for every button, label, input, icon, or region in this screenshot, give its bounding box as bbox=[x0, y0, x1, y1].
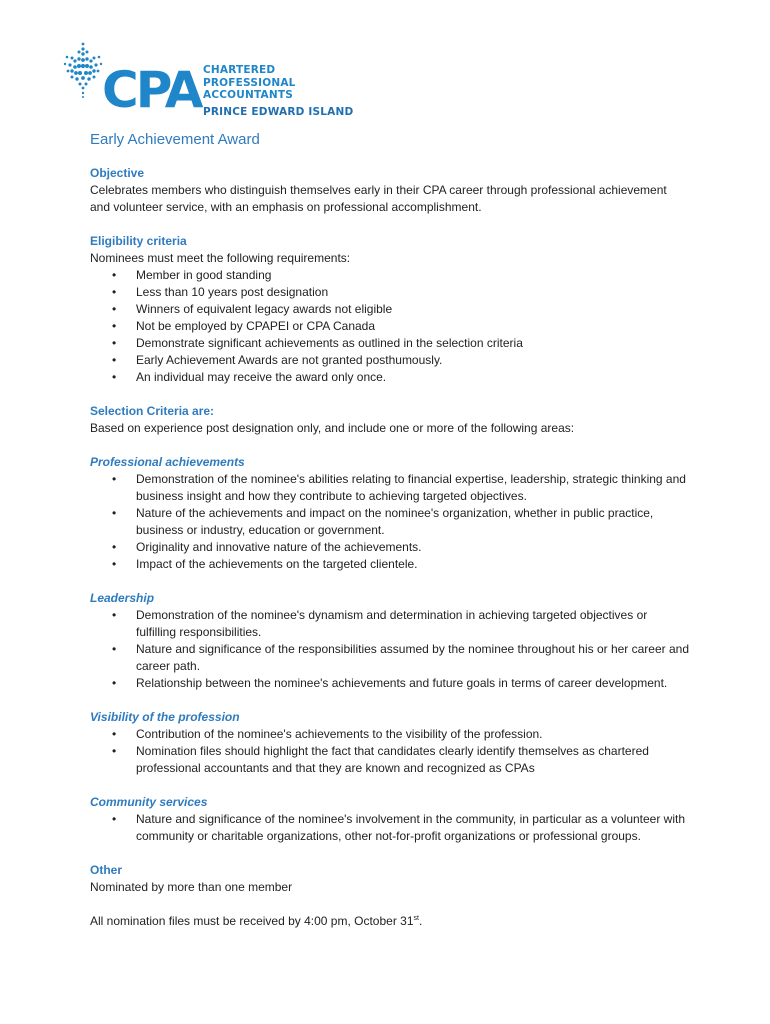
list-item-text: Originality and innovative nature of the achievements. bbox=[136, 540, 422, 554]
logo-word: ACCOUNTANTS bbox=[203, 89, 293, 101]
list-item bbox=[90, 743, 690, 777]
page-title: Early Achievement Award bbox=[90, 131, 260, 148]
list-item-text: Nature and significance of the responsibilities assumed by the nominee throughout his or her career and career path. bbox=[136, 642, 689, 673]
list-item bbox=[90, 471, 690, 505]
deadline-suffix: st bbox=[413, 915, 419, 922]
selection-heading: Selection Criteria are: bbox=[90, 404, 215, 418]
list-item bbox=[90, 335, 690, 352]
list-item bbox=[90, 369, 690, 386]
eligibility-list bbox=[90, 267, 690, 386]
logo-wordmark bbox=[203, 64, 353, 118]
list-item bbox=[90, 539, 690, 556]
logo-word: CHARTERED bbox=[203, 64, 276, 76]
list-item bbox=[90, 284, 690, 301]
bullet-icon: • bbox=[112, 812, 117, 826]
professional-list bbox=[90, 471, 690, 573]
bullet-icon: • bbox=[112, 506, 117, 520]
list-item-text: Not be employed by CPAPEI or CPA Canada bbox=[136, 319, 376, 333]
list-item-text: Impact of the achievements on the targeted clientele. bbox=[136, 557, 418, 571]
community-list bbox=[90, 811, 690, 845]
document-body bbox=[90, 130, 690, 930]
list-item bbox=[90, 556, 690, 573]
deadline-text bbox=[90, 913, 690, 930]
list-item-text: Early Achievement Awards are not granted posthumously. bbox=[136, 353, 443, 367]
list-item-text: Nature and significance of the nominee's involvement in the community, in particular as a volunteer with community or charitable organizations, other not-for-profit organizations or professional groups. bbox=[136, 812, 686, 843]
cpa-pei-logo bbox=[62, 40, 352, 120]
list-item bbox=[90, 607, 690, 641]
list-item bbox=[90, 352, 690, 369]
bullet-icon: • bbox=[112, 608, 117, 622]
list-item bbox=[90, 505, 690, 539]
logo-word: PROFESSIONAL bbox=[203, 76, 296, 89]
leadership-list bbox=[90, 607, 690, 692]
maple-leaf-dots-icon bbox=[62, 40, 104, 102]
list-item bbox=[90, 267, 690, 284]
list-item-text: Contribution of the nominee's achievements to the visibility of the profession. bbox=[136, 727, 543, 741]
bullet-icon: • bbox=[112, 302, 117, 316]
objective-heading: Objective bbox=[90, 166, 145, 180]
bullet-icon: • bbox=[112, 540, 117, 554]
bullet-icon: • bbox=[112, 642, 117, 656]
bullet-icon: • bbox=[112, 319, 117, 333]
list-item-text: Nature of the achievements and impact on the nominee's organization, whether in public practice, business or industry, education or government. bbox=[136, 506, 654, 537]
bullet-icon: • bbox=[112, 727, 117, 741]
visibility-list bbox=[90, 726, 690, 777]
list-item bbox=[90, 675, 690, 692]
other-heading: Other bbox=[90, 863, 123, 877]
leadership-heading: Leadership bbox=[90, 591, 155, 605]
bullet-icon: • bbox=[112, 557, 117, 571]
visibility-heading: Visibility of the profession bbox=[90, 710, 240, 724]
list-item bbox=[90, 811, 690, 845]
list-item bbox=[90, 318, 690, 335]
professional-heading: Professional achievements bbox=[90, 455, 245, 469]
deadline-end: . bbox=[418, 914, 423, 928]
list-item-text: Winners of equivalent legacy awards not eligible bbox=[136, 302, 393, 316]
bullet-icon: • bbox=[112, 285, 117, 299]
bullet-icon: • bbox=[112, 268, 117, 282]
list-item bbox=[90, 641, 690, 675]
list-item-text: An individual may receive the award only once. bbox=[136, 370, 387, 384]
bullet-icon: • bbox=[112, 472, 117, 486]
logo-cpa-text: CPA bbox=[102, 61, 201, 119]
other-text: Nominated by more than one member bbox=[90, 880, 293, 894]
logo-region: PRINCE EDWARD ISLAND bbox=[203, 105, 354, 118]
list-item-text: Demonstrate significant achievements as outlined in the selection criteria bbox=[136, 336, 523, 350]
selection-intro: Based on experience post designation only, and include one or more of the following areas: bbox=[90, 421, 575, 435]
bullet-icon: • bbox=[112, 370, 117, 384]
community-heading: Community services bbox=[90, 795, 208, 809]
list-item-text: Nomination files should highlight the fact that candidates clearly identify themselves as chartered professional accountants and that they are known and recognized as CPAs bbox=[136, 744, 649, 775]
bullet-icon: • bbox=[112, 676, 117, 690]
list-item-text: Less than 10 years post designation bbox=[136, 285, 329, 299]
objective-text: Celebrates members who distinguish themselves early in their CPA career through professional achievement and volunteer service, with an emphasis on professional accomplishment. bbox=[90, 183, 667, 214]
deadline-main: All nomination files must be received by 4:00 pm, October 31 bbox=[90, 914, 414, 928]
list-item bbox=[90, 301, 690, 318]
eligibility-intro: Nominees must meet the following requirements: bbox=[90, 251, 351, 265]
list-item bbox=[90, 726, 690, 743]
bullet-icon: • bbox=[112, 353, 117, 367]
list-item-text: Demonstration of the nominee's abilities relating to financial expertise, leadership, strategic thinking and business insight and how they contribute to achieving targeted objectives. bbox=[136, 472, 686, 503]
eligibility-heading: Eligibility criteria bbox=[90, 234, 187, 248]
bullet-icon: • bbox=[112, 336, 117, 350]
list-item-text: Member in good standing bbox=[136, 268, 272, 282]
list-item-text: Demonstration of the nominee's dynamism and determination in achieving targeted objectives or fulfilling responsibilities. bbox=[136, 608, 648, 639]
list-item-text: Relationship between the nominee's achievements and future goals in terms of career development. bbox=[136, 676, 668, 690]
bullet-icon: • bbox=[112, 744, 117, 758]
